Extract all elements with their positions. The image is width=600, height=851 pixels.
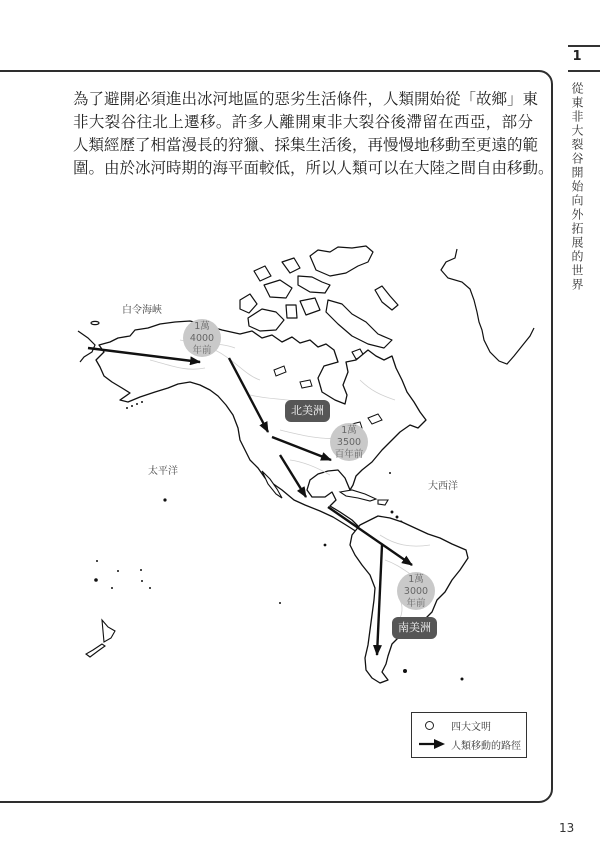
- circle-icon: [425, 721, 434, 730]
- bering-strait-label: 白令海峽: [122, 305, 162, 316]
- legend-label-migration-route: 人類移動的路徑: [451, 741, 521, 752]
- svg-text:1萬: 1萬: [341, 425, 357, 436]
- greenland-coastline: [441, 249, 534, 364]
- svg-text:1萬: 1萬: [408, 574, 424, 585]
- atlantic-ocean-label: 大西洋: [428, 481, 458, 492]
- chapter-number: 1: [572, 49, 582, 64]
- time-marker-14000: [183, 319, 221, 357]
- chapter-title: 從東非大裂谷開始向外拓展的世界: [570, 82, 584, 292]
- body-line: 為了避開必須進出冰河地區的惡劣生活條件，人類開始從「故鄉」東: [73, 90, 539, 108]
- arrow-right-icon: [418, 738, 446, 750]
- legend-label-civilizations: 四大文明: [451, 722, 491, 733]
- svg-text:百年前: 百年前: [334, 449, 364, 460]
- time-marker-13500: [330, 423, 368, 461]
- svg-text:4000: 4000: [189, 333, 215, 344]
- map-legend: [411, 712, 527, 758]
- south-america-badge: 南美洲: [392, 617, 437, 639]
- new-zealand: [86, 620, 115, 657]
- svg-text:年前: 年前: [192, 345, 212, 356]
- page-number: 13: [559, 821, 575, 835]
- russia-coastline: [78, 321, 99, 362]
- time-marker-13000: [397, 572, 435, 610]
- body-line: 非大裂谷往北上遷移。許多人離開東非大裂谷後滯留在西亞，部分: [73, 113, 533, 131]
- svg-text:1萬: 1萬: [194, 321, 210, 332]
- body-line: 圍。由於冰河時期的海平面較低，所以人類可以在大陸之間自由移動。: [73, 159, 554, 177]
- svg-text:3000: 3000: [403, 586, 429, 597]
- body-line: 人類經歷了相當漫長的狩獵、採集生活後，再慢慢地移動至更遠的範: [73, 136, 539, 154]
- north-america-landmass: [96, 321, 426, 532]
- north-america-badge: 北美洲: [285, 400, 330, 422]
- pacific-ocean-label: 太平洋: [148, 466, 178, 477]
- svg-text:年前: 年前: [406, 598, 426, 609]
- svg-text:3500: 3500: [336, 437, 362, 448]
